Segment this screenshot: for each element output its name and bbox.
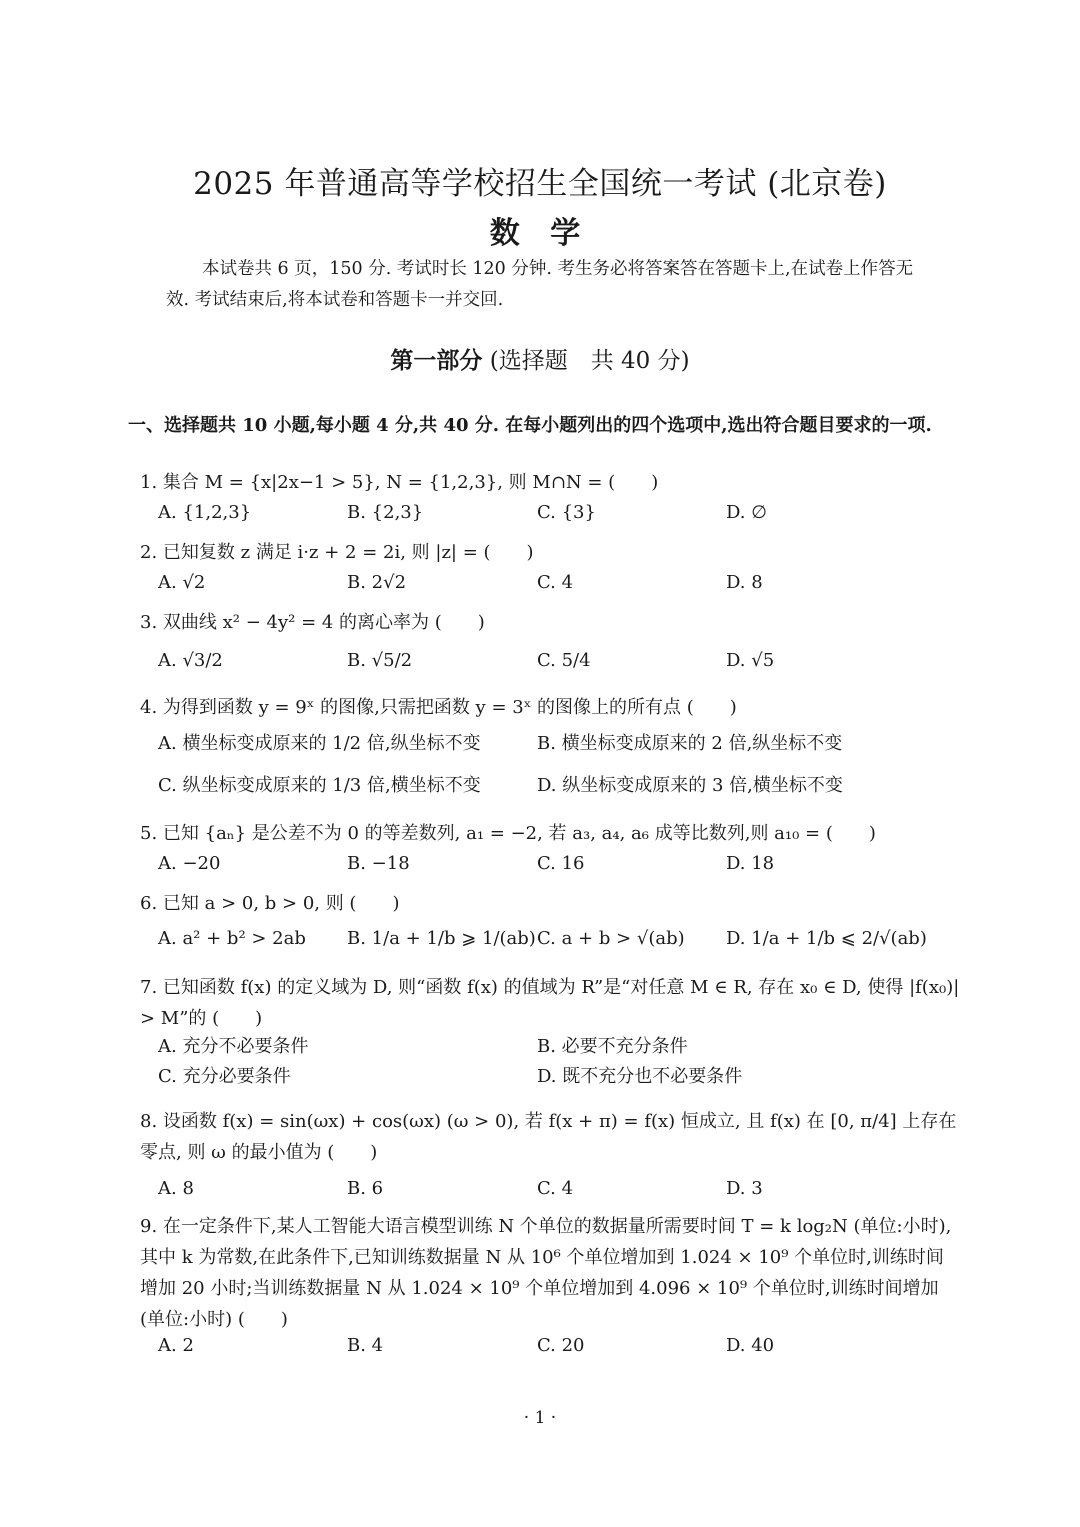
question-8: 8. 设函数 f(x) = sin(ωx) + cos(ωx) (ω > 0), 若 f(x + π) = f(x) 恒成立, 且 f(x) 在 [0, π/4] 上存在零点, 则 ω 的最小值为 ( ) (140, 1111, 957, 1163)
q9-option-c: C. 20 (537, 1335, 585, 1356)
question-7: 7. 已知函数 f(x) 的定义域为 D, 则“函数 f(x) 的值域为 R”是“对任意 M ∈ R, 存在 x₀ ∈ D, 使得 |f(x₀)| > M”的 ( ) (140, 977, 960, 1029)
question-7-options-row1 (158, 1032, 958, 1062)
q3-option-d: D. √5 (726, 650, 775, 671)
q1-option-c: C. {3} (537, 502, 596, 523)
q5-option-b: B. −18 (347, 853, 410, 874)
q3-option-b: B. √5/2 (347, 650, 413, 671)
q6-option-b: B. 1/a + 1/b ⩾ 1/(ab) (347, 928, 536, 949)
section-instructions: 一、选择题共 10 小题,每小题 4 分,共 40 分. 在每小题列出的四个选项中,选出符合题目要求的一项. (128, 415, 932, 436)
q5-option-c: C. 16 (537, 853, 585, 874)
question-6-options (158, 924, 958, 954)
q9-option-d: D. 40 (726, 1335, 775, 1356)
question-1-options (158, 498, 958, 528)
q1-option-a: A. {1,2,3} (158, 502, 252, 523)
q4-option-c: C. 纵坐标变成原来的 1/3 倍,横坐标不变 (158, 775, 481, 796)
question-4: 4. 为得到函数 y = 9ˣ 的图像,只需把函数 y = 3ˣ 的图像上的所有点 ( ) (140, 697, 737, 718)
q7-option-a: A. 充分不必要条件 (158, 1036, 309, 1057)
q6-option-d: D. 1/a + 1/b ⩽ 2/√(ab) (726, 928, 927, 949)
question-2: 2. 已知复数 z 满足 i·z + 2 = 2i, 则 |z| = ( ) (140, 542, 534, 563)
q2-option-c: C. 4 (537, 572, 574, 593)
question-3: 3. 双曲线 x² − 4y² = 4 的离心率为 ( ) (140, 612, 485, 633)
question-3-options (158, 646, 958, 676)
question-5: 5. 已知 {aₙ} 是公差不为 0 的等差数列, a₁ = −2, 若 a₃, a₄, a₆ 成等比数列,则 a₁₀ = ( ) (140, 823, 876, 844)
part-title (0, 342, 1080, 375)
q4-option-d: D. 纵坐标变成原来的 3 倍,横坐标不变 (537, 775, 843, 796)
q9-option-b: B. 4 (347, 1335, 384, 1356)
q8-option-d: D. 3 (726, 1178, 763, 1199)
q1-option-d: D. ∅ (726, 502, 767, 523)
q4-option-a: A. 横坐标变成原来的 1/2 倍,纵坐标不变 (158, 733, 481, 754)
question-5-options (158, 849, 958, 879)
question-9-options (158, 1331, 958, 1361)
page-number: · 1 · (523, 1408, 557, 1428)
q7-option-c: C. 充分必要条件 (158, 1066, 291, 1087)
question-9: 9. 在一定条件下,某人工智能大语言模型训练 N 个单位的数据量所需要时间 T = k log₂N (单位:小时),其中 k 为常数,在此条件下,已知训练数据量 N 从 10⁶ 个单位增加到 1.024 × 10⁹ 个单位时,训练时间增加 20 小时;当训练数据量 N 从 1.024 × 10⁹ 个单位增加到 4.096 × 10⁹ 个单位时,训练时间增加(单位:小时) ( ) (140, 1216, 952, 1330)
q5-option-a: A. −20 (158, 853, 221, 874)
question-4-options-row2 (158, 771, 958, 801)
q5-option-d: D. 18 (726, 853, 775, 874)
exam-intro: 本试卷共 6 页，150 分. 考试时长 120 分钟. 考生务必将答案答在答题卡上,在试卷上作答无效. 考试结束后,将本试卷和答题卡一并交回. (166, 259, 914, 310)
question-6: 6. 已知 a > 0, b > 0, 则 ( ) (140, 893, 400, 914)
exam-title: 2025 年普通高等学校招生全国统一考试 (北京卷) (193, 166, 887, 202)
q4-option-b: B. 横坐标变成原来的 2 倍,纵坐标不变 (537, 733, 843, 754)
question-2-options (158, 568, 958, 598)
q2-option-b: B. 2√2 (347, 572, 407, 593)
part-subtitle: (选择题 共 40 分) (489, 348, 690, 374)
q7-option-d: D. 既不充分也不必要条件 (537, 1066, 743, 1087)
part-name: 第一部分 (390, 347, 483, 374)
q6-option-a: A. a² + b² > 2ab (158, 928, 306, 949)
q6-option-c: C. a + b > √(ab) (537, 928, 685, 949)
question-1: 1. 集合 M = {x|2x−1 > 5}, N = {1,2,3}, 则 M∩N = ( ) (140, 472, 659, 493)
q1-option-b: B. {2,3} (347, 502, 424, 523)
q2-option-a: A. √2 (158, 572, 206, 593)
exam-subject: 数 学 (489, 216, 591, 251)
q3-option-c: C. 5/4 (537, 650, 591, 671)
question-7-options-row2 (158, 1062, 958, 1092)
question-4-options-row1 (158, 729, 958, 759)
q9-option-a: A. 2 (158, 1335, 194, 1356)
q3-option-a: A. √3/2 (158, 650, 223, 671)
q7-option-b: B. 必要不充分条件 (537, 1036, 688, 1057)
question-8-options (158, 1174, 958, 1204)
q8-option-a: A. 8 (158, 1178, 194, 1199)
q2-option-d: D. 8 (726, 572, 763, 593)
q8-option-b: B. 6 (347, 1178, 384, 1199)
q8-option-c: C. 4 (537, 1178, 574, 1199)
